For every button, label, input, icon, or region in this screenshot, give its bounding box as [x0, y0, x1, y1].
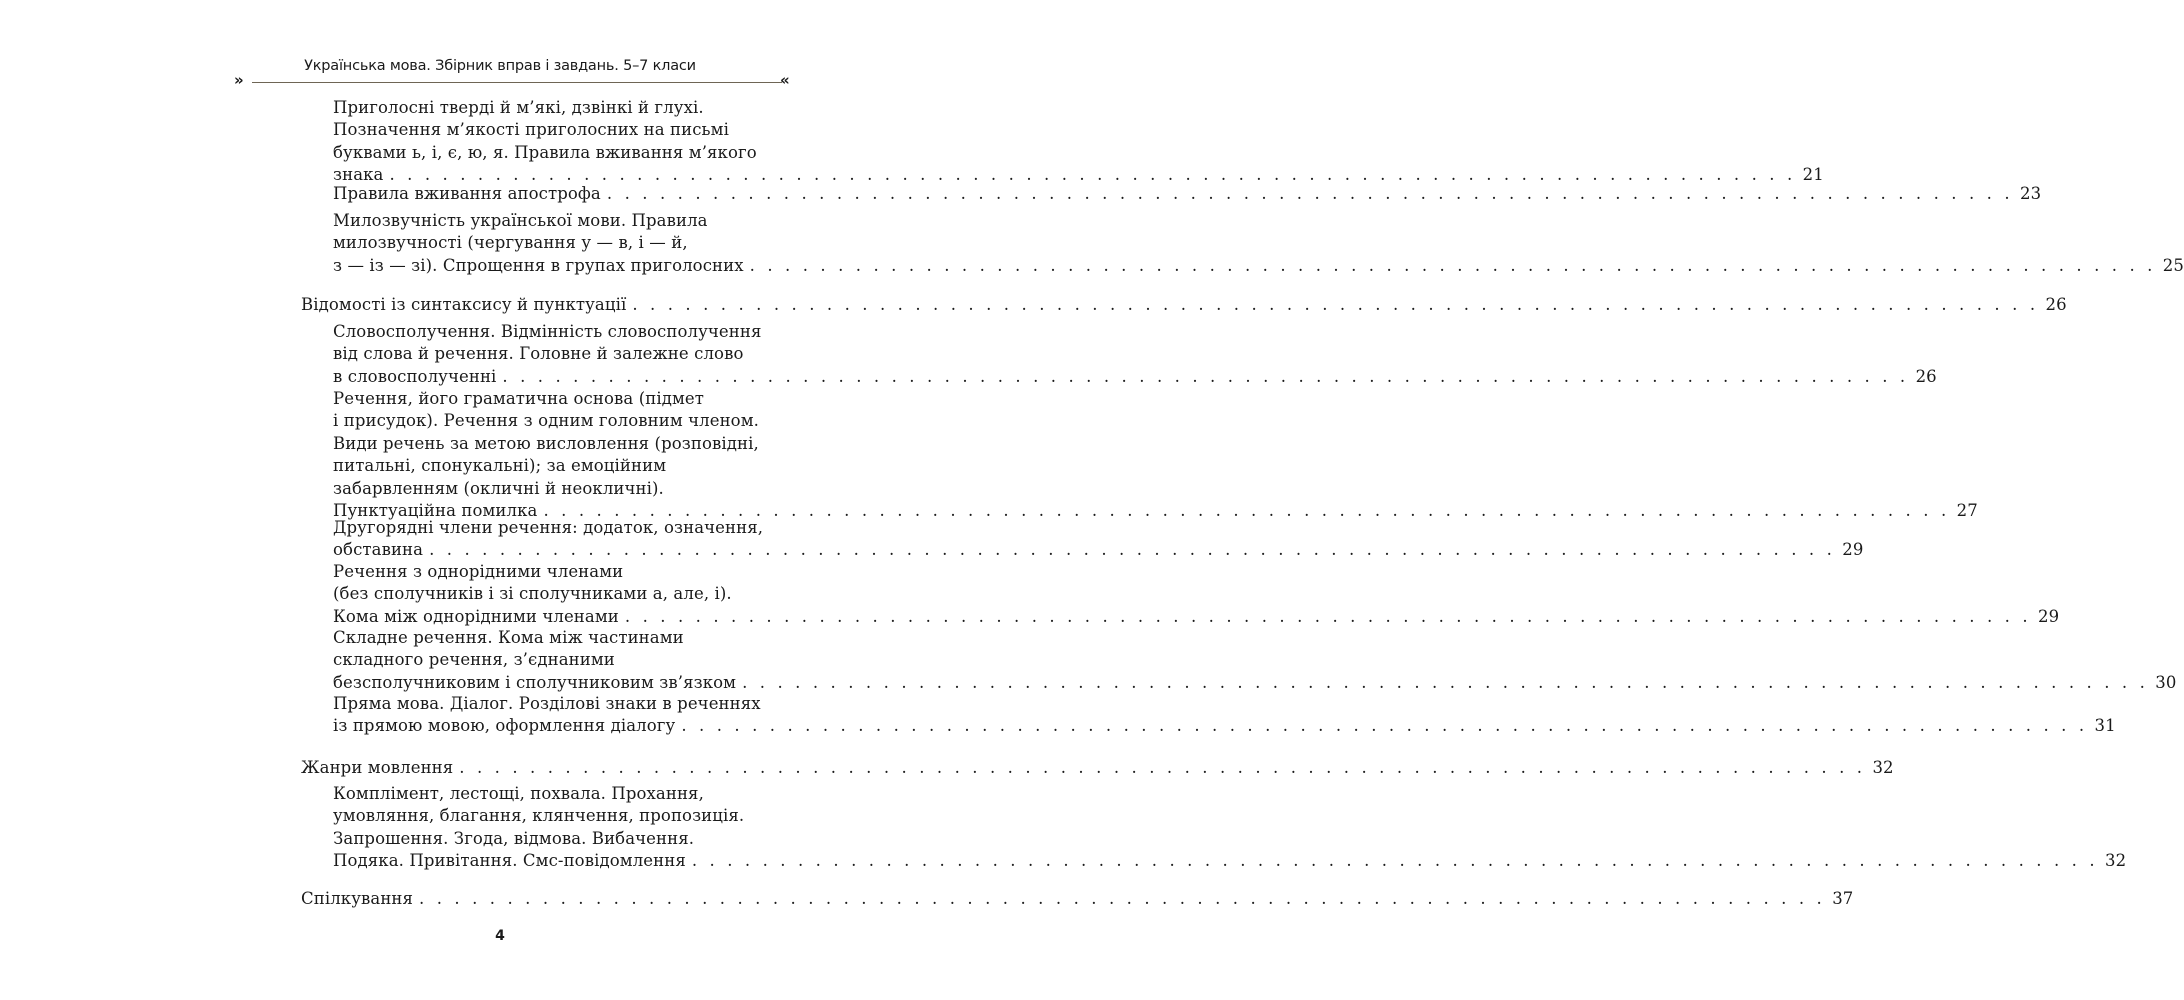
- toc-entry-line: Речення, його граматична основа (підмет: [333, 389, 704, 408]
- toc-page-number: 29: [2038, 606, 2060, 626]
- toc-entry-line: Речення з однорідними членами: [333, 562, 624, 581]
- toc-entry-title: Спілкування: [301, 889, 414, 908]
- toc-page-number: 30: [2155, 672, 2177, 692]
- toc-entry-text: [333, 561, 2060, 628]
- header-right-ornament: «: [780, 71, 790, 89]
- toc-entry-line: Пряма мова. Діалог. Розділові знаки в реченнях: [333, 694, 761, 713]
- toc-entry-title: Кома між однорідними членами: [333, 606, 619, 626]
- toc-entry-text: [333, 517, 1864, 562]
- toc-entry-last-line: [333, 183, 2042, 205]
- toc-section-speech-genres[interactable]: [301, 757, 1894, 779]
- toc-entry-title: Жанри мовлення: [301, 758, 454, 777]
- dot-leader: . . . . . . . . . . . . . . . . . . . . . . . . . . . . . . . . . . . . . . . . . . . . . . . . . . . . . . . . . . . . . . . . . . . . . . . . . . . . . . . .: [632, 295, 2039, 314]
- toc-entry-line: Словосполучення. Відмінність словосполучення: [333, 322, 762, 341]
- toc-entry-line: милозвучності (чергування у — в, і — й,: [333, 233, 688, 253]
- toc-entry-last-line: [301, 888, 1854, 910]
- toc-entry-last-line: [301, 294, 2067, 316]
- toc-entry-compliment[interactable]: [333, 783, 2127, 873]
- toc-entry-text: [333, 388, 1978, 522]
- toc-entry-text: [333, 97, 1824, 187]
- toc-page-number: 21: [1802, 165, 1824, 185]
- toc-entry-text: [333, 321, 1937, 388]
- toc-section-syntax[interactable]: [301, 294, 2067, 316]
- toc-entry-direct-speech[interactable]: [333, 693, 2116, 738]
- toc-page-number: 26: [2045, 295, 2067, 314]
- toc-entry-last-line: [333, 539, 1864, 561]
- toc-entry-line: буквами ь, і, є, ю, я. Правила вживання м’якого: [333, 142, 757, 162]
- dot-leader: . . . . . . . . . . . . . . . . . . . . . . . . . . . . . . . . . . . . . . . . . . . . . . . . . . . . . . . . . . . . . . . . . . . . . . . . . . . . . . . .: [606, 184, 2014, 203]
- toc-entry-title: в словосполученні: [333, 366, 497, 386]
- toc-entry-line: забарвленням (окличні й неокличні).: [333, 478, 664, 498]
- toc-section-communication[interactable]: [301, 888, 1854, 910]
- toc-entry-title: із прямою мовою, оформлення діалогу: [333, 716, 676, 736]
- toc-page-number: 32: [2105, 851, 2127, 871]
- toc-entry-text: [301, 757, 1894, 779]
- toc-entry-text: [333, 183, 2042, 205]
- dot-leader: . . . . . . . . . . . . . . . . . . . . . . . . . . . . . . . . . . . . . . . . . . . . . . . . . . . . . . . . . . . . . . . . . . . . . . . . . . . . . . . .: [742, 672, 2149, 692]
- toc-page-number: 23: [2020, 184, 2042, 203]
- page-number: 4: [495, 928, 505, 944]
- toc-entry-title: Правила вживання апострофа: [333, 184, 601, 203]
- toc-entry-apostrophe[interactable]: [333, 183, 2042, 205]
- toc-entry-text: [333, 627, 2177, 694]
- dot-leader: . . . . . . . . . . . . . . . . . . . . . . . . . . . . . . . . . . . . . . . . . . . . . . . . . . . . . . . . . . . . . . . . . . . . . . . . . . . . . . . .: [624, 606, 2032, 626]
- toc-entry-text: [301, 294, 2067, 316]
- toc-entry-line: Комплімент, лестощі, похвала. Прохання,: [333, 784, 704, 803]
- toc-entry-phrases[interactable]: [333, 321, 1937, 388]
- toc-entry-title: обставина: [333, 540, 424, 560]
- dot-leader: . . . . . . . . . . . . . . . . . . . . . . . . . . . . . . . . . . . . . . . . . . . . . . . . . . . . . . . . . . . . . . . . . . . . . . . . . . . . . . . .: [681, 716, 2088, 736]
- toc-entry-text: [333, 693, 2116, 738]
- toc-page-number: 32: [1872, 758, 1894, 777]
- toc-entry-title: безсполучниковим і сполучниковим зв’язком: [333, 672, 737, 692]
- toc-entry-line: Запрошення. Згода, відмова. Вибачення.: [333, 828, 695, 848]
- dot-leader: . . . . . . . . . . . . . . . . . . . . . . . . . . . . . . . . . . . . . . . . . . . . . . . . . . . . . . . . . . . . . . . . . . . . . . . . . . . . . . . .: [691, 851, 2099, 871]
- dot-leader: . . . . . . . . . . . . . . . . . . . . . . . . . . . . . . . . . . . . . . . . . . . . . . . . . . . . . . . . . . . . . . . . . . . . . . . . . . . . . . . .: [419, 889, 1826, 908]
- toc-entry-last-line: [301, 757, 1894, 779]
- toc-entry-last-line: [333, 255, 2184, 277]
- toc-entry-secondary-members[interactable]: [333, 517, 1864, 562]
- toc-entry-line: і присудок). Речення з одним головним членом.: [333, 411, 759, 431]
- toc-entry-euphony[interactable]: [333, 210, 2184, 277]
- toc-entry-text: [333, 783, 2127, 873]
- toc-entry-line: (без сполучників і зі сполучниками а, але, і).: [333, 584, 732, 604]
- dot-leader: . . . . . . . . . . . . . . . . . . . . . . . . . . . . . . . . . . . . . . . . . . . . . . . . . . . . . . . . . . . . . . . . . . . . . . . . . . . . . . . .: [749, 255, 2156, 275]
- toc-entry-title: з — із — зі). Спрощення в групах приголосних: [333, 255, 744, 275]
- toc-entry-line: Приголосні тверді й м’які, дзвінкі й глухі.: [333, 98, 704, 117]
- toc-entry-title: Пунктуаційна помилка: [333, 501, 538, 521]
- toc-page-number: 25: [2162, 255, 2184, 275]
- toc-entry-text: [333, 210, 2184, 277]
- dot-leader: . . . . . . . . . . . . . . . . . . . . . . . . . . . . . . . . . . . . . . . . . . . . . . . . . . . . . . . . . . . . . . . . . . . . . . . . . . . . . . . .: [429, 540, 1836, 560]
- toc-entry-line: від слова й речення. Головне й залежне слово: [333, 344, 744, 364]
- toc-entry-line: Милозвучність української мови. Правила: [333, 211, 708, 230]
- dot-leader: . . . . . . . . . . . . . . . . . . . . . . . . . . . . . . . . . . . . . . . . . . . . . . . . . . . . . . . . . . . . . . . . . . . . . . . . . . . . . . . .: [502, 366, 1909, 386]
- dot-leader: . . . . . . . . . . . . . . . . . . . . . . . . . . . . . . . . . . . . . . . . . . . . . . . . . . . . . . . . . . . . . . . . . . . . . . . . . . . . . . . .: [459, 758, 1866, 777]
- toc-entry-sentence[interactable]: [333, 388, 1978, 522]
- toc-entry-last-line: [333, 715, 2116, 737]
- toc-entry-line: Види речень за метою висловлення (розповідні,: [333, 433, 759, 453]
- toc-entry-title: знака: [333, 165, 384, 185]
- toc-entry-last-line: [333, 850, 2127, 872]
- toc-entry-last-line: [333, 366, 1937, 388]
- toc-entry-title: Відомості із синтаксису й пунктуації: [301, 295, 627, 314]
- toc-page-number: 37: [1832, 889, 1854, 908]
- toc-entry-last-line: [333, 672, 2177, 694]
- dot-leader: . . . . . . . . . . . . . . . . . . . . . . . . . . . . . . . . . . . . . . . . . . . . . . . . . . . . . . . . . . . . . . . . . . . . . . . . . . . . . . . .: [389, 165, 1796, 185]
- toc-entry-line: Позначення м’якості приголосних на письмі: [333, 120, 729, 140]
- dot-leader: . . . . . . . . . . . . . . . . . . . . . . . . . . . . . . . . . . . . . . . . . . . . . . . . . . . . . . . . . . . . . . . . . . . . . . . . . . . . . . . .: [543, 501, 1950, 521]
- toc-page-number: 31: [2094, 716, 2116, 736]
- toc-page-number: 26: [1915, 366, 1937, 386]
- running-header-title: Українська мова. Збірник вправ і завдань. 5–7 класи: [304, 58, 696, 74]
- toc-entry-complex-sentence[interactable]: [333, 627, 2177, 694]
- header-rule: [252, 82, 782, 83]
- toc-entry-line: Другорядні члени речення: додаток, означення,: [333, 518, 764, 537]
- toc-entry-homogeneous-members[interactable]: [333, 561, 2060, 628]
- header-left-ornament: »: [234, 71, 244, 89]
- toc-entry-text: [301, 888, 1854, 910]
- toc-entry-line: питальні, спонукальні); за емоційним: [333, 456, 667, 476]
- toc-entry-last-line: [333, 606, 2060, 628]
- toc-entry-title: Подяка. Привітання. Смс-повідомлення: [333, 851, 686, 871]
- toc-entry-line: складного речення, з’єднаними: [333, 650, 615, 670]
- toc-entry-consonants[interactable]: [333, 97, 1824, 187]
- toc-entry-line: умовляння, благання, клянчення, пропозиція.: [333, 806, 745, 826]
- toc-entry-line: Складне речення. Кома між частинами: [333, 628, 684, 647]
- toc-page-number: 27: [1956, 501, 1978, 521]
- toc-page-number: 29: [1842, 540, 1864, 560]
